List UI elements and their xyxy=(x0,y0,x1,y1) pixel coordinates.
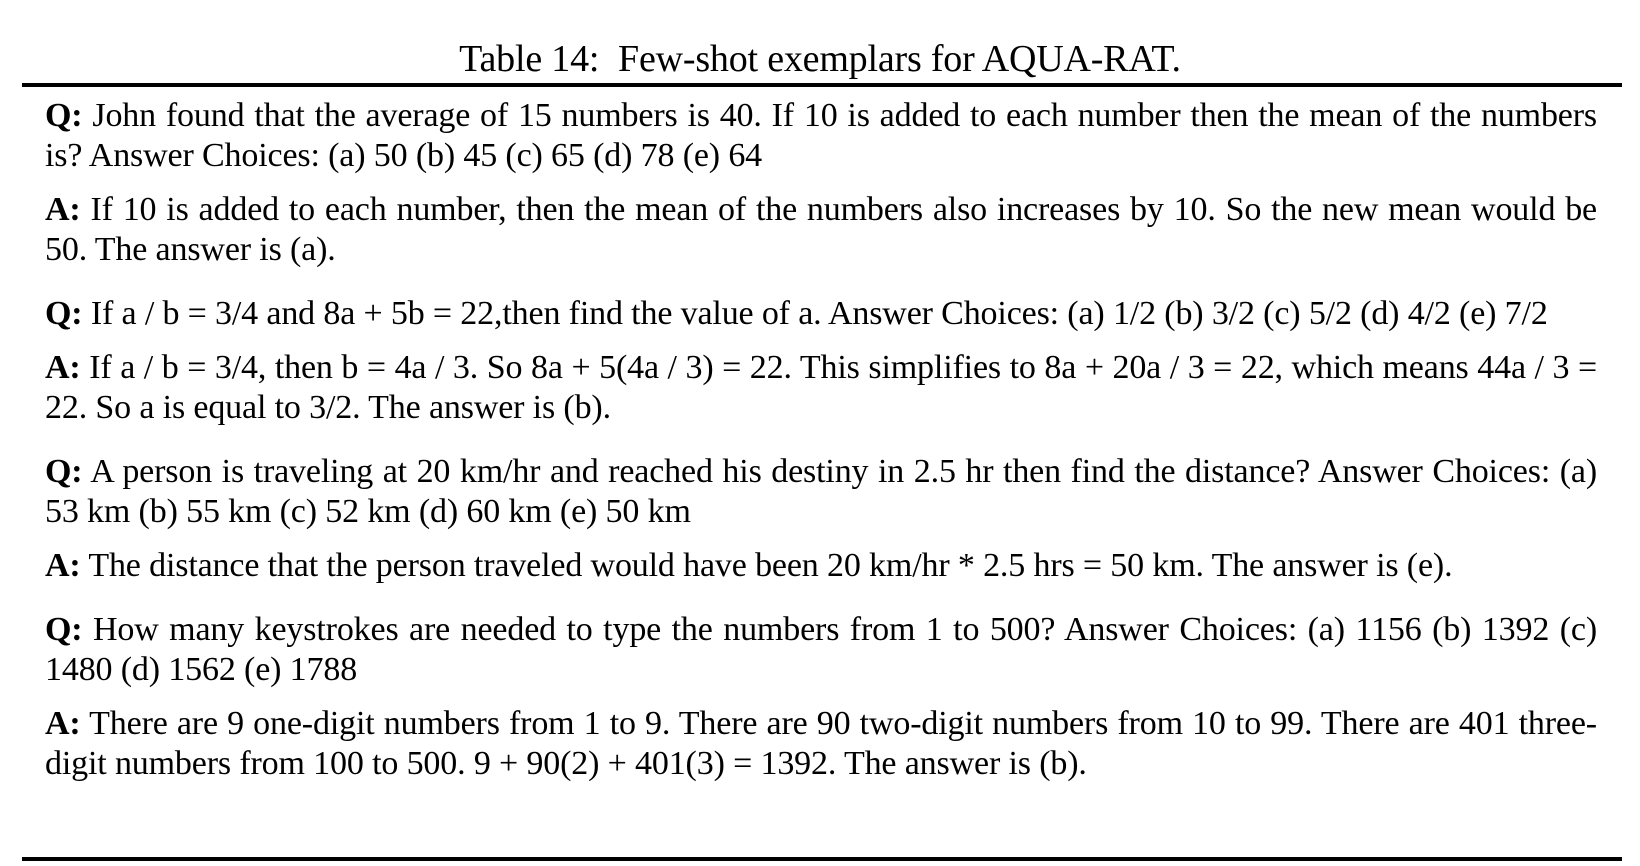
question-2 xyxy=(45,294,1597,334)
question-prefix: Q: xyxy=(45,97,83,134)
question-prefix: Q: xyxy=(45,611,83,648)
answer-prefix: A: xyxy=(45,349,81,386)
answer-prefix: A: xyxy=(45,547,81,584)
question-text: A person is traveling at 20 km/hr and reached his destiny in 2.5 hr then find the distance? Answer Choices: (a) 53 km (b) 55 km (c) 52 km (d) 60 km (e) 50 km xyxy=(45,453,1597,530)
question-1 xyxy=(45,96,1597,176)
question-text: How many keystrokes are needed to type the numbers from 1 to 500? Answer Choices: (a) 1156 (b) 1392 (c) 1480 (d) 1562 (e) 1788 xyxy=(45,611,1597,688)
answer-text: There are 9 one-digit numbers from 1 to 9. There are 90 two-digit numbers from 10 to 99. There are 401 three-digit numbers from 100 to 500. 9 + 90(2) + 401(3) = 1392. The answer is (b). xyxy=(45,705,1597,782)
answer-2 xyxy=(45,348,1597,428)
answer-3 xyxy=(45,546,1597,586)
question-4 xyxy=(45,610,1597,690)
answer-prefix: A: xyxy=(45,705,81,742)
answer-text: The distance that the person traveled would have been 20 km/hr * 2.5 hrs = 50 km. The answer is (e). xyxy=(88,547,1453,584)
question-text: If a / b = 3/4 and 8a + 5b = 22,then find the value of a. Answer Choices: (a) 1/2 (b) 3/2 (c) 5/2 (d) 4/2 (e) 7/2 xyxy=(90,295,1548,332)
answer-text: If 10 is added to each number, then the mean of the numbers also increases by 10. So the new mean would be 50. The answer is (a). xyxy=(45,191,1597,268)
top-rule xyxy=(22,83,1622,87)
question-text: John found that the average of 15 numbers is 40. If 10 is added to each number then the mean of the numbers is? Answer Choices: (a) 50 (b) 45 (c) 65 (d) 78 (e) 64 xyxy=(45,97,1597,174)
question-prefix: Q: xyxy=(45,453,83,490)
answer-1 xyxy=(45,190,1597,270)
question-3 xyxy=(45,452,1597,532)
bottom-rule xyxy=(22,857,1622,861)
table-caption: Table 14: Few-shot exemplars for AQUA-RAT. xyxy=(459,38,1181,80)
answer-prefix: A: xyxy=(45,191,81,228)
answer-text: If a / b = 3/4, then b = 4a / 3. So 8a + 5(4a / 3) = 22. This simplifies to 8a + 20a / 3 = 22, which means 44a / 3 = 22. So a is equal to 3/2. The answer is (b). xyxy=(45,349,1597,426)
answer-4 xyxy=(45,704,1597,784)
question-prefix: Q: xyxy=(45,295,83,332)
exemplar-list xyxy=(45,96,1597,784)
